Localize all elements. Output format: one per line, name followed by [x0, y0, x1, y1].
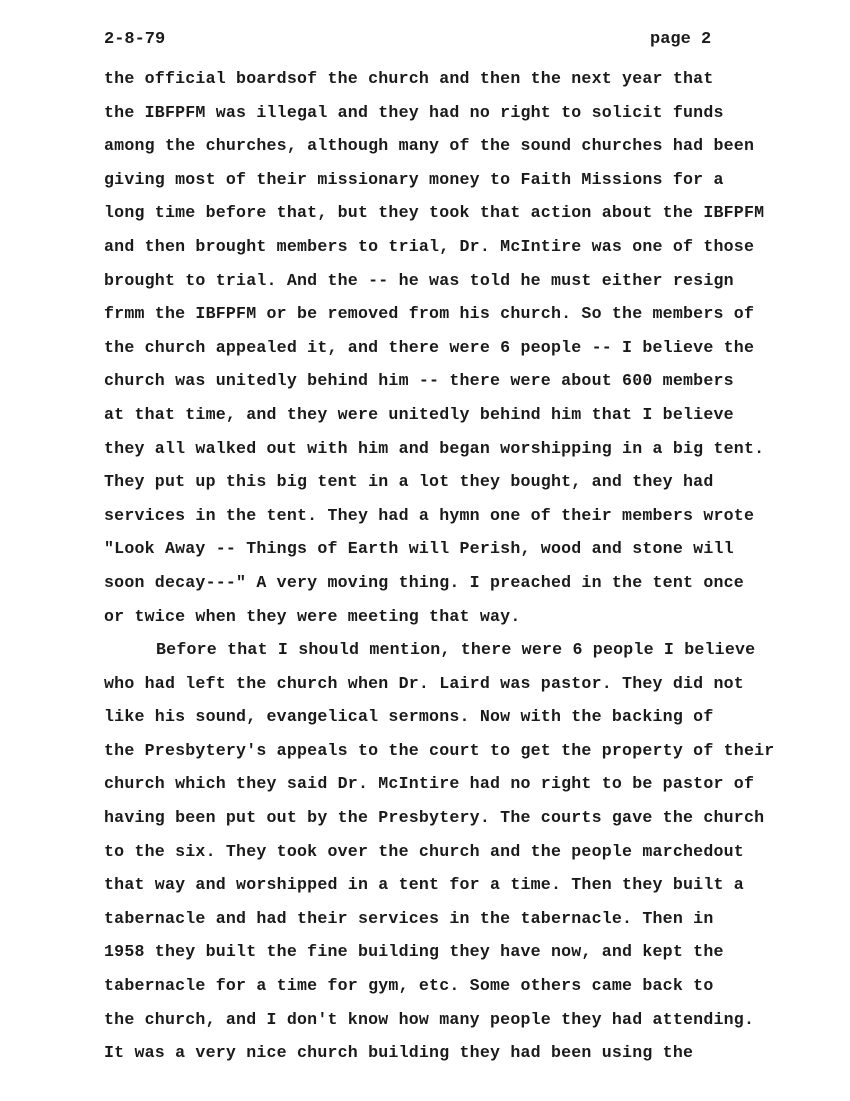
text-line: church which they said Dr. McIntire had no right to be pastor of — [104, 774, 755, 794]
text-line: church was unitedly behind him -- there were about 600 members — [104, 371, 734, 391]
text-line: at that time, and they were unitedly behind him that I believe — [104, 404, 734, 424]
text-line: that way and worshipped in a tent for a time. Then they built a — [104, 875, 744, 895]
text-line: having been put out by the Presbytery. The courts gave the church — [104, 808, 765, 828]
text-line: the church appealed it, and there were 6 people -- I believe the — [104, 337, 755, 357]
page-number: page 2 — [650, 30, 712, 49]
page-date: 2-8-79 — [104, 30, 166, 49]
text-line: long time before that, but they took that action about the IBFPFM — [104, 203, 765, 223]
text-line: the Presbytery's appeals to the court to get the property of their — [104, 740, 775, 760]
text-line: among the churches, although many of the sound churches had been — [104, 136, 755, 156]
text-line: the IBFPFM was illegal and they had no right to solicit funds — [104, 102, 724, 122]
text-line: they all walked out with him and began worshipping in a big tent. — [104, 438, 765, 458]
text-line: giving most of their missionary money to Faith Missions for a — [104, 169, 724, 189]
text-line: tabernacle for a time for gym, etc. Some others came back to — [104, 976, 714, 996]
text-line: They put up this big tent in a lot they bought, and they had — [104, 472, 714, 492]
text-line: and then brought members to trial, Dr. McIntire was one of those — [104, 236, 755, 256]
text-line: the church, and I don't know how many people they had attending. — [104, 1009, 755, 1029]
paragraph-start-line: Before that I should mention, there were 6 people I believe — [156, 640, 756, 660]
text-line: the official boardsof the church and then the next year that — [104, 69, 714, 88]
text-line: or twice when they were meeting that way. — [104, 606, 521, 626]
text-line: 1958 they built the fine building they have now, and kept the — [104, 942, 724, 962]
text-line: tabernacle and had their services in the tabernacle. Then in — [104, 908, 714, 928]
text-line: services in the tent. They had a hymn one of their members wrote — [104, 505, 755, 525]
text-line: like his sound, evangelical sermons. Now with the backing of — [104, 707, 714, 727]
text-line: soon decay---" A very moving thing. I preached in the tent once — [104, 572, 744, 592]
text-line: It was a very nice church building they had been using the — [104, 1043, 694, 1063]
text-line: "Look Away -- Things of Earth will Perish, wood and stone will — [104, 539, 734, 559]
text-line: to the six. They took over the church and the people marchedout — [104, 841, 744, 861]
text-line: brought to trial. And the -- he was told he must either resign — [104, 270, 734, 290]
text-line: frmm the IBFPFM or be removed from his church. So the members of — [104, 304, 755, 324]
text-line: who had left the church when Dr. Laird was pastor. They did not — [104, 673, 744, 693]
document-body — [104, 62, 804, 1070]
